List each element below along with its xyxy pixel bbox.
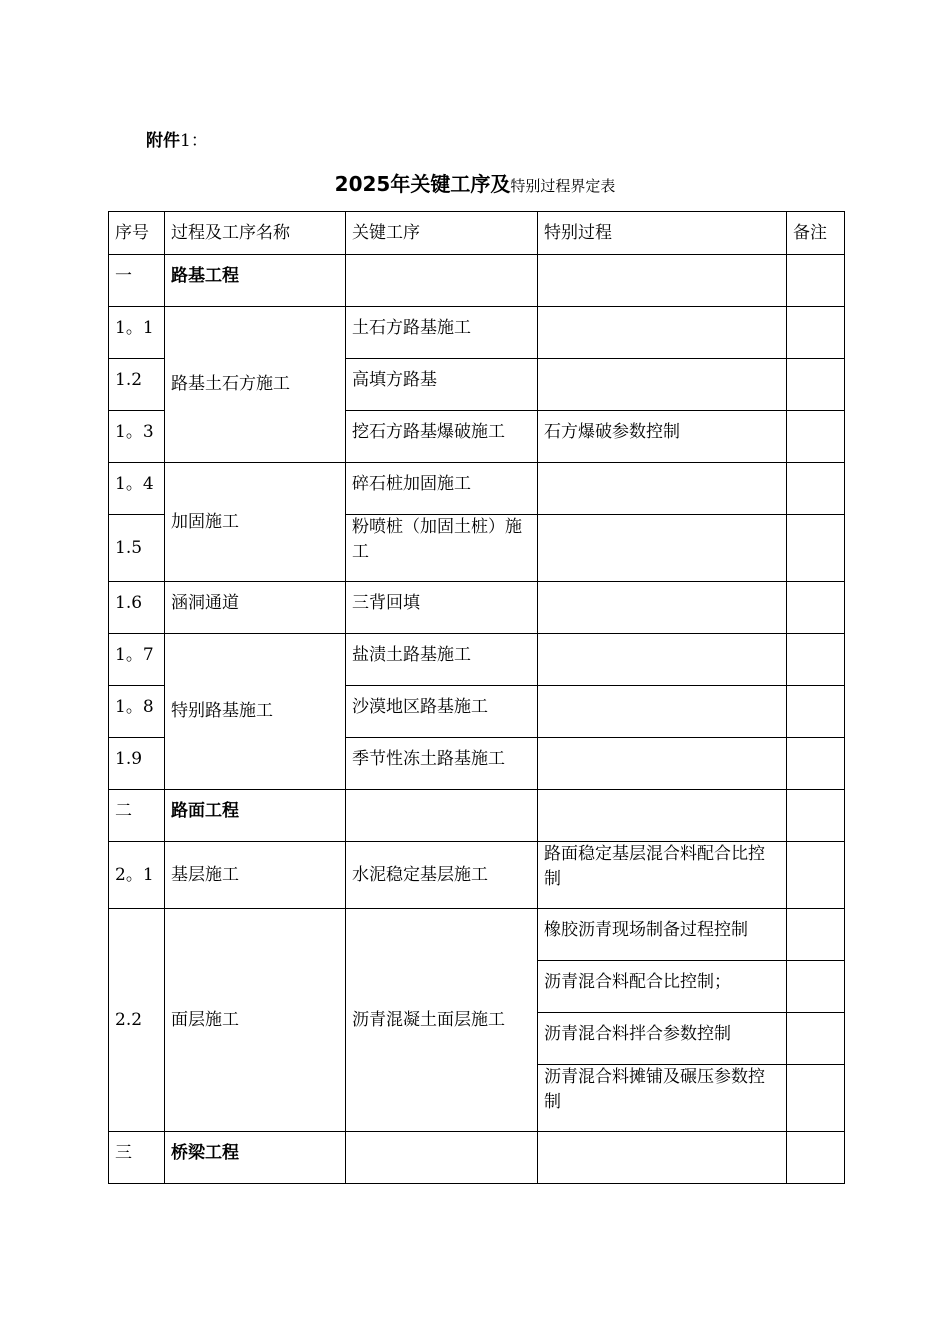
header-name: 过程及工序名称 [165, 212, 346, 255]
attachment-label: 附件1： [146, 131, 208, 151]
section-seq: 三 [109, 1132, 165, 1184]
special-process: 路面稳定基层混合料配合比控制 [538, 842, 787, 909]
row-seq: 1。7 [109, 634, 165, 686]
key-process: 挖石方路基爆破施工 [346, 411, 538, 463]
special-process: 橡胶沥青现场制备过程控制 [538, 909, 787, 961]
row-seq: 2.2 [109, 909, 165, 1132]
group-name: 路基土石方施工 [165, 307, 346, 463]
section-name: 桥梁工程 [165, 1132, 346, 1184]
row-seq: 1。4 [109, 463, 165, 515]
header-special: 特别过程 [538, 212, 787, 255]
key-process: 季节性冻土路基施工 [346, 738, 538, 790]
special-process: 沥青混合料拌合参数控制 [538, 1013, 787, 1065]
row-seq: 1。8 [109, 686, 165, 738]
special-process: 沥青混合料配合比控制； [538, 961, 787, 1013]
table-row [109, 634, 845, 686]
group-name: 面层施工 [165, 909, 346, 1132]
key-process: 粉喷桩（加固土桩）施工 [346, 515, 538, 582]
key-process: 高填方路基 [346, 359, 538, 411]
section-name: 路基工程 [165, 255, 346, 307]
key-process: 碎石桩加固施工 [346, 463, 538, 515]
row-seq: 1.9 [109, 738, 165, 790]
title-sub: 特别过程界定表 [510, 177, 616, 195]
row-seq: 1.6 [109, 582, 165, 634]
key-process: 盐渍土路基施工 [346, 634, 538, 686]
section-row [109, 1132, 845, 1184]
page-title [0, 168, 950, 197]
key-process: 土石方路基施工 [346, 307, 538, 359]
header-note: 备注 [787, 212, 845, 255]
table-row [109, 463, 845, 515]
header-row [109, 212, 845, 255]
special-process: 石方爆破参数控制 [538, 411, 787, 463]
row-seq: 1.2 [109, 359, 165, 411]
title-main: 2025年关键工序及 [334, 172, 511, 196]
group-name: 涵洞通道 [165, 582, 346, 634]
header-key: 关键工序 [346, 212, 538, 255]
group-name: 加固施工 [165, 463, 346, 582]
process-table [108, 211, 845, 1184]
header-seq: 序号 [109, 212, 165, 255]
row-seq: 1。3 [109, 411, 165, 463]
section-seq: 二 [109, 790, 165, 842]
row-seq: 1.5 [109, 515, 165, 582]
table-row [109, 307, 845, 359]
key-process: 三背回填 [346, 582, 538, 634]
group-name: 特别路基施工 [165, 634, 346, 790]
section-row [109, 255, 845, 307]
key-process: 沙漠地区路基施工 [346, 686, 538, 738]
group-name: 基层施工 [165, 842, 346, 909]
section-seq: 一 [109, 255, 165, 307]
section-name: 路面工程 [165, 790, 346, 842]
key-process: 沥青混凝土面层施工 [346, 909, 538, 1132]
row-seq: 1。1 [109, 307, 165, 359]
key-process: 水泥稳定基层施工 [346, 842, 538, 909]
section-row [109, 790, 845, 842]
row-seq: 2。1 [109, 842, 165, 909]
special-process: 沥青混合料摊铺及碾压参数控制 [538, 1065, 787, 1132]
table-row [109, 909, 845, 961]
table-row [109, 842, 845, 909]
table-row [109, 582, 845, 634]
